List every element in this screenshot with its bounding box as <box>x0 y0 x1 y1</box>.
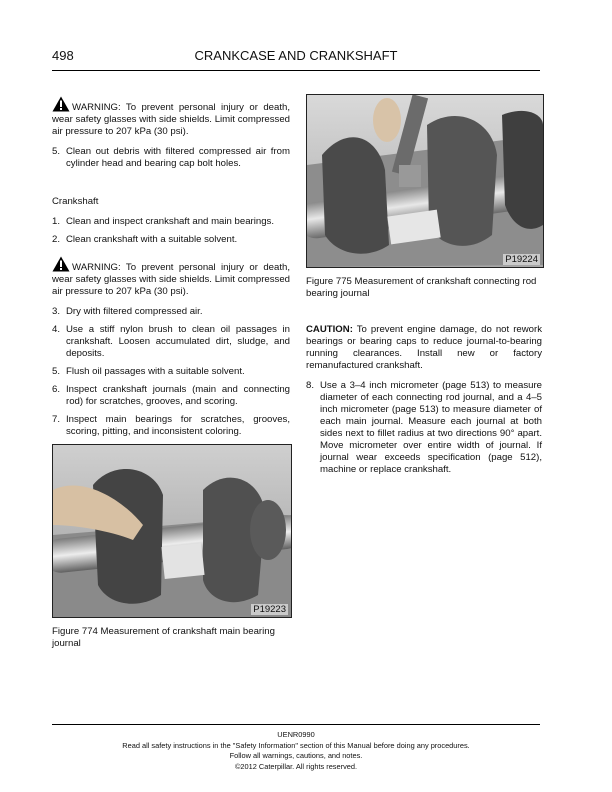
footer-rule <box>52 724 540 725</box>
list-item: 6. Inspect crankshaft journals (main and connecting rod) for scratches, grooves, and scoring. <box>52 384 290 407</box>
warning-text-1: WARNING: To prevent personal injury or death, wear safety glasses with side shields. Limit compressed air pressure to 207 kPa (30 psi). <box>52 102 290 137</box>
figure-775-photo <box>306 94 544 268</box>
crankshaft-photo-illustration <box>307 95 543 267</box>
figure-caption: Figure 775 Measurement of crankshaft connecting rod bearing journal <box>306 276 537 299</box>
warning-triangle-icon <box>52 96 70 112</box>
page-header <box>52 48 540 66</box>
chapter-title: CRANKCASE AND CRANKSHAFT <box>194 48 398 63</box>
list-item: 2. Clean crankshaft with a suitable solvent. <box>52 234 238 245</box>
list-item: 5. Flush oil passages with a suitable solvent. <box>52 366 245 377</box>
crankshaft-photo-illustration <box>53 445 291 617</box>
warning-text-2: WARNING: To prevent personal injury or death, wear safety glasses with side shields. Limit compressed air pressure to 207 kPa (30 psi). <box>52 262 290 297</box>
header-rule <box>52 70 540 71</box>
warning-block-1 <box>52 96 290 138</box>
warning-triangle-icon <box>52 256 70 272</box>
figure-774-photo <box>52 444 292 618</box>
footer-line: Follow all warnings, cautions, and notes. <box>229 751 363 760</box>
figure-code: P19224 <box>505 254 538 265</box>
copyright: ©2012 Caterpillar. All rights reserved. <box>234 761 358 771</box>
left-column <box>52 96 290 444</box>
list-item: 1. Clean and inspect crankshaft and main bearings. <box>52 216 274 227</box>
page-number: 498 <box>52 48 74 63</box>
list-item: 5. Clean out debris with filtered compressed air from cylinder head and bearing cap bolt holes. <box>52 146 290 169</box>
caution-label: CAUTION: <box>306 324 353 335</box>
warning-block-2 <box>52 256 290 298</box>
list-item: 3. Dry with filtered compressed air. <box>52 306 203 317</box>
figure-caption: Figure 774 Measurement of crankshaft main bearing journal <box>52 626 275 649</box>
list-item: 8. Use a 3–4 inch micrometer (page 513) to measure diameter of each connecting rod journal, and a 4–5 inch micrometer (page 513) to measure diameter of each main journal. Measure each journal at both sides next to fillet radius at two directions 90° apart. Move micrometer over entire width of journal. If journal wear exceeds specification (page 512), machine or replace crankshaft. <box>306 380 542 475</box>
section-heading: Crankshaft <box>52 196 99 207</box>
caution-text: To prevent engine damage, do not rework bearings or bearing caps to reduce journal-to-bearing running clearances. Install new or factory remanufactured crankshaft. <box>306 324 542 371</box>
document-id: UENR0990 <box>277 730 315 739</box>
right-column <box>306 324 542 482</box>
list-item: 4. Use a stiff nylon brush to clean oil passages in crankshaft. Loosen accumulated dirt, sludge, and deposits. <box>52 324 290 359</box>
list-item: 7. Inspect main bearings for scratches, grooves, scoring, pitting, and inconsistent coloring. <box>52 414 290 437</box>
page-footer <box>52 730 540 772</box>
figure-code: P19223 <box>253 604 286 615</box>
caution-block <box>306 324 542 372</box>
footer-line: Read all safety instructions in the "Safety Information" section of this Manual before doing any procedures. <box>122 740 470 750</box>
